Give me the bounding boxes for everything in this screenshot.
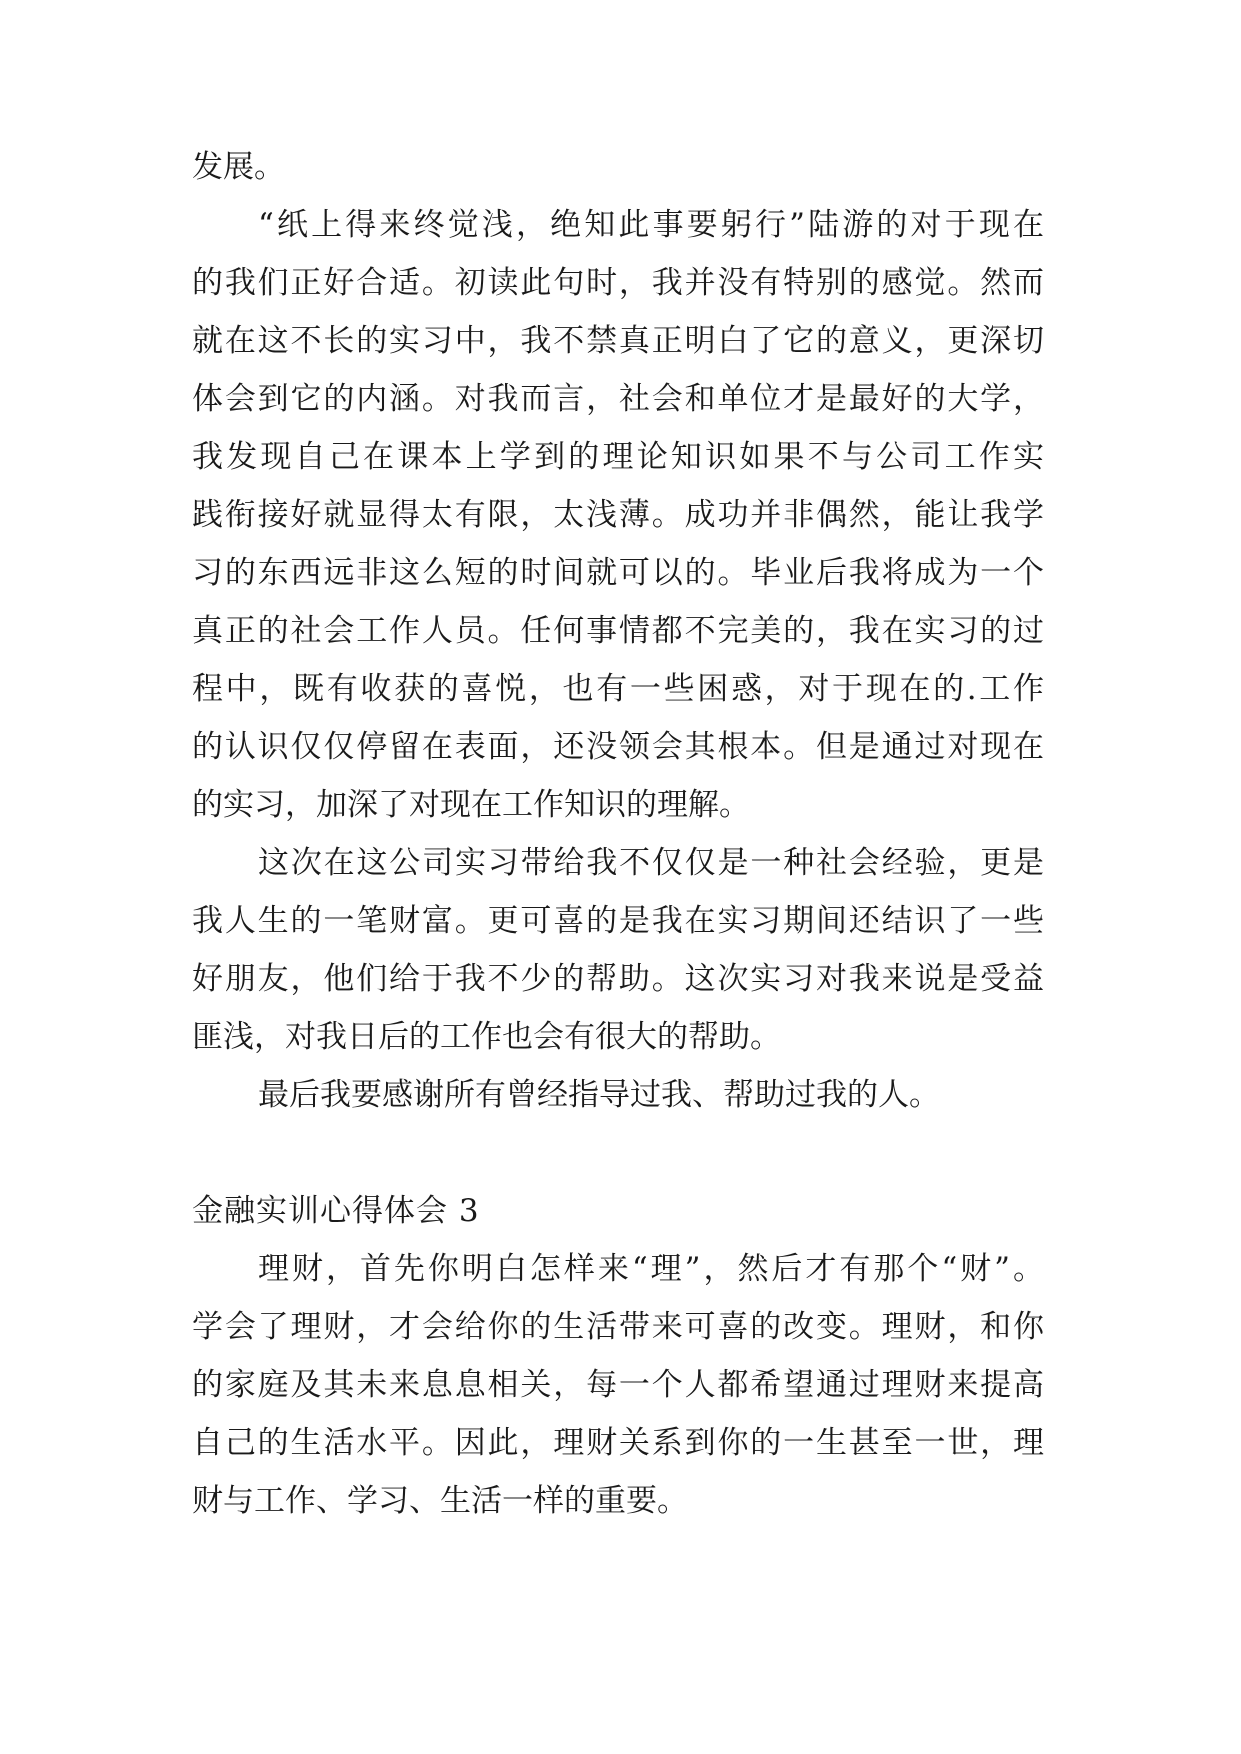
- paragraph-line: 匪浅，对我日后的工作也会有很大的帮助。: [192, 1019, 781, 1055]
- paragraph-line: 这次在这公司实习带给我不仅仅是一种社会经验，更是: [258, 845, 1044, 881]
- paragraph-line: 的家庭及其未来息息相关，每一个人都希望通过理财来提高: [192, 1367, 1044, 1403]
- paragraph-line: 的实习，加深了对现在工作知识的理解。: [192, 787, 750, 823]
- paragraph-line: 发展。: [192, 149, 285, 185]
- paragraph-line: 好朋友，他们给于我不少的帮助。这次实习对我来说是受益: [192, 961, 1044, 997]
- paragraph-line: 财与工作、学习、生活一样的重要。: [192, 1483, 688, 1519]
- paragraph-line: 就在这不长的实习中，我不禁真正明白了它的意义，更深切: [192, 323, 1044, 359]
- paragraph-line: 践衔接好就显得太有限，太浅薄。成功并非偶然，能让我学: [192, 497, 1044, 533]
- section-heading: 金融实训心得体会 3: [192, 1193, 480, 1229]
- paragraph-line: 自己的生活水平。因此，理财关系到你的一生甚至一世，理: [192, 1425, 1044, 1461]
- paragraph-line: 我人生的一笔财富。更可喜的是我在实习期间还结识了一些: [192, 903, 1044, 939]
- paragraph-line: 习的东西远非这么短的时间就可以的。毕业后我将成为一个: [192, 555, 1044, 591]
- paragraph-line: “纸上得来终觉浅，绝知此事要躬行”陆游的对于现在: [258, 207, 1044, 243]
- paragraph-line: 理财，首先你明白怎样来“理”，然后才有那个“财”。: [258, 1251, 1044, 1287]
- paragraph-line: 的认识仅仅停留在表面，还没领会其根本。但是通过对现在: [192, 729, 1044, 765]
- paragraph-line: 学会了理财，才会给你的生活带来可喜的改变。理财，和你: [192, 1309, 1044, 1345]
- paragraph-line: 我发现自己在课本上学到的理论知识如果不与公司工作实: [192, 439, 1044, 475]
- paragraph-line: 的我们正好合适。初读此句时，我并没有特别的感觉。然而: [192, 265, 1044, 301]
- paragraph-line: 程中，既有收获的喜悦，也有一些困惑，对于现在的.工作: [192, 671, 1044, 707]
- paragraph-line: 最后我要感谢所有曾经指导过我、帮助过我的人。: [258, 1077, 940, 1113]
- paragraph-line: 体会到它的内涵。对我而言，社会和单位才是最好的大学，: [192, 381, 1044, 417]
- paragraph-line: 真正的社会工作人员。任何事情都不完美的，我在实习的过: [192, 613, 1044, 649]
